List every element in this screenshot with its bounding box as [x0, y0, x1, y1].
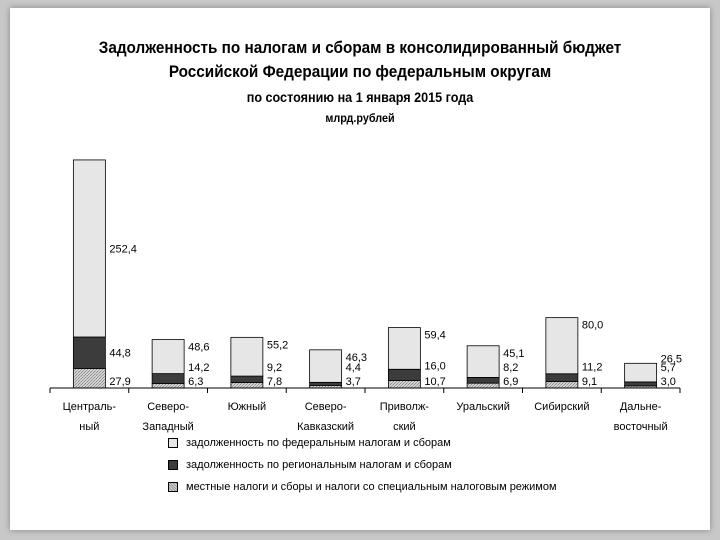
bar-regional-3: [310, 382, 342, 385]
x-tick-label-1-0: Северо-: [147, 401, 190, 413]
data-label-federal-0: 252,4: [109, 243, 137, 256]
data-label-regional-2: 9,2: [266, 362, 283, 374]
x-tick-label-4-1: ский: [393, 421, 416, 433]
data-label-regional-7: 5,7: [660, 362, 676, 374]
chart-subtitle-date: по состоянию на 1 января 2015 года: [246, 89, 474, 105]
x-tick-label-3-0: Северо-: [304, 401, 347, 413]
bar-federal-4: [388, 328, 420, 370]
bar-regional-6: [546, 374, 578, 382]
x-tick-label-4-0: Приволж-: [379, 401, 429, 413]
bar-local-2: [231, 383, 263, 388]
data-label-federal-6: 80,0: [581, 319, 604, 332]
bar-federal-7: [625, 363, 657, 382]
data-label-regional-0: 44,8: [109, 347, 131, 360]
legend-swatch-federal: [168, 438, 178, 448]
bar-regional-2: [231, 376, 263, 382]
bar-local-4: [388, 380, 420, 388]
legend-item-regional: [168, 458, 452, 472]
data-label-federal-1: 48,6: [188, 341, 210, 354]
data-label-regional-3: 4,4: [345, 362, 361, 374]
data-label-federal-7: 26,5: [660, 353, 683, 366]
bar-regional-5: [467, 377, 499, 383]
bar-local-5: [467, 383, 499, 388]
data-label-local-0: 27,9: [109, 376, 131, 388]
x-tick-label-2-0: Южный: [227, 401, 267, 413]
x-tick-label-3-1: Кавказский: [297, 421, 355, 433]
legend-swatch-regional: [168, 460, 178, 470]
chart-title-line-1: Задолженность по налогам и сборам в консолидированный бюджет: [98, 38, 622, 57]
chart-units-label: млрд.рублей: [325, 111, 395, 125]
x-tick-label-7-1: восточный: [613, 421, 668, 433]
data-label-federal-5: 45,1: [503, 347, 525, 360]
data-label-local-5: 6,9: [503, 376, 519, 388]
bar-regional-4: [388, 369, 420, 380]
data-label-regional-4: 16,0: [424, 360, 446, 373]
bar-federal-2: [231, 337, 263, 376]
data-label-local-4: 10,7: [424, 376, 446, 388]
chart-title-line-2: Российской Федерации по федеральным округам: [168, 62, 552, 81]
data-label-regional-5: 8,2: [503, 362, 519, 374]
bar-federal-6: [546, 318, 578, 374]
data-label-federal-3: 46,3: [345, 351, 368, 364]
legend-label-regional: задолженность по региональным налогам и сборам: [186, 459, 452, 471]
x-tick-label-1-1: Западный: [142, 421, 194, 433]
data-label-local-2: 7,8: [266, 376, 283, 388]
bar-federal-1: [152, 340, 184, 374]
data-label-federal-2: 55,2: [266, 339, 289, 352]
x-tick-label-0-0: Централь-: [62, 401, 117, 413]
data-label-local-1: 6,3: [188, 376, 204, 388]
legend-label-local: местные налоги и сборы и налоги со специальным налоговым режимом: [186, 481, 557, 493]
bar-local-1: [152, 384, 184, 388]
bar-federal-5: [467, 346, 499, 378]
legend-item-local: [168, 480, 557, 494]
bar-local-6: [546, 382, 578, 388]
legend-label-federal: задолженность по федеральным налогам и сборам: [186, 437, 451, 449]
data-label-regional-1: 14,2: [188, 362, 210, 374]
bar-local-0: [73, 368, 105, 388]
bar-federal-0: [73, 160, 105, 337]
legend-item-federal: [168, 436, 451, 450]
bar-regional-1: [152, 374, 184, 384]
bar-regional-0: [73, 337, 105, 368]
x-tick-label-7-0: Дальне-: [619, 401, 662, 413]
data-label-local-7: 3,0: [660, 376, 676, 388]
data-label-local-6: 9,1: [581, 376, 598, 388]
x-tick-label-0-1: ный: [79, 421, 100, 433]
data-label-regional-6: 11,2: [581, 361, 603, 374]
bar-regional-7: [625, 382, 657, 386]
legend-swatch-local: [168, 482, 178, 492]
data-label-local-3: 3,7: [345, 376, 361, 388]
x-tick-label-6-0: Сибирский: [534, 401, 590, 413]
x-tick-label-5-0: Уральский: [456, 401, 510, 413]
bar-federal-3: [310, 350, 342, 382]
data-label-federal-4: 59,4: [424, 329, 446, 342]
